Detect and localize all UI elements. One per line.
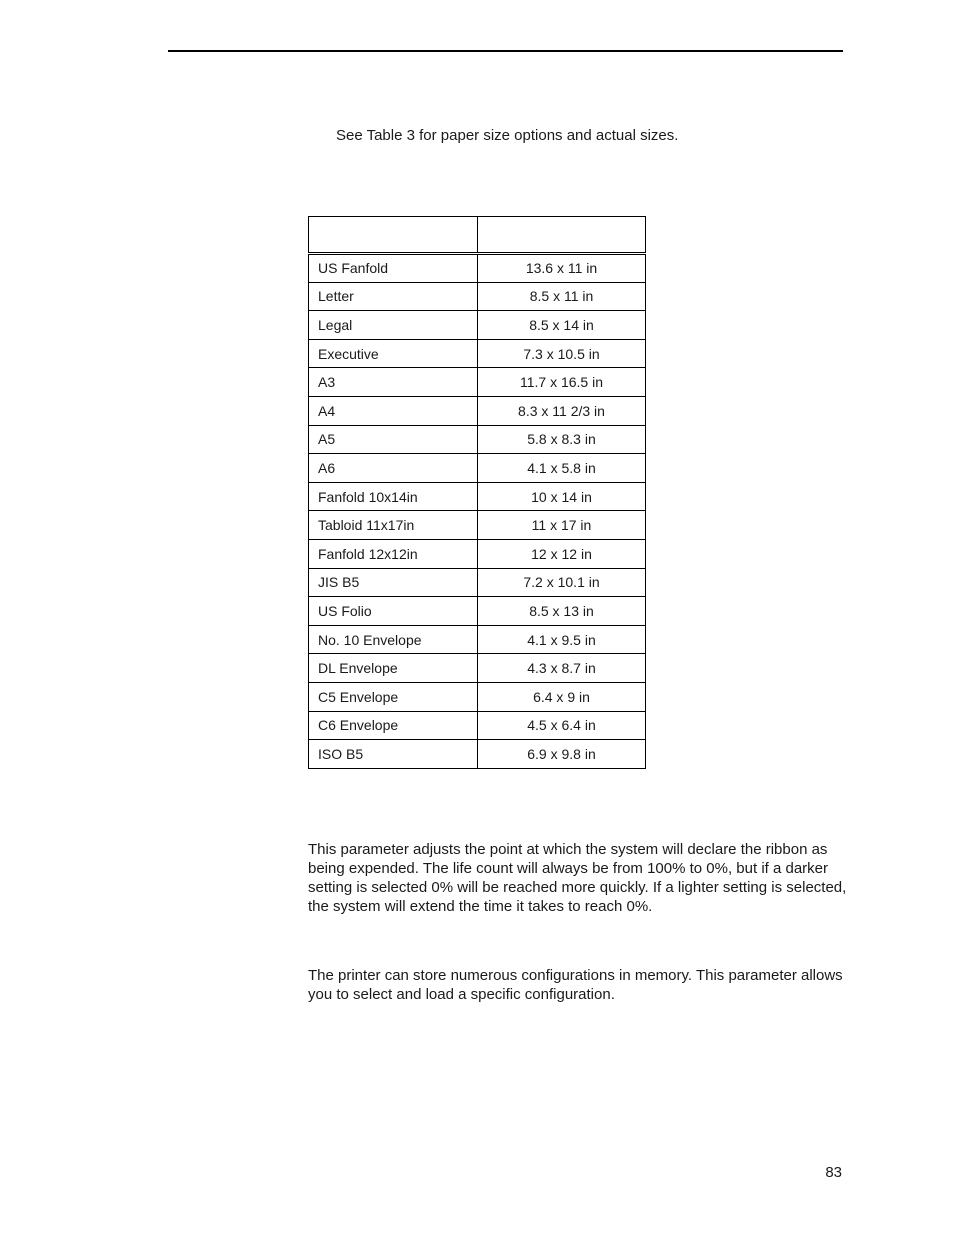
paper-size-name: Legal [309,311,478,340]
table-header-row [309,217,646,254]
table-body [309,254,646,769]
paper-size-name: A5 [309,425,478,454]
table-row [309,597,646,626]
table-row [309,682,646,711]
paper-size-name: Fanfold 12x12in [309,539,478,568]
paper-size-name: No. 10 Envelope [309,625,478,654]
paper-size-dimensions: 11 x 17 in [478,511,646,540]
paper-size-name: Executive [309,339,478,368]
paper-size-name: Fanfold 10x14in [309,482,478,511]
paper-size-name: A4 [309,396,478,425]
paper-size-name: C5 Envelope [309,682,478,711]
paper-size-dimensions: 4.3 x 8.7 in [478,654,646,683]
table-row [309,482,646,511]
table-row [309,282,646,311]
paper-size-name: US Folio [309,597,478,626]
paper-size-dimensions: 6.4 x 9 in [478,682,646,711]
paper-size-name: DL Envelope [309,654,478,683]
paper-size-dimensions: 5.8 x 8.3 in [478,425,646,454]
paper-size-dimensions: 8.5 x 11 in [478,282,646,311]
table-row [309,425,646,454]
paper-size-dimensions: 10 x 14 in [478,482,646,511]
table-row [309,511,646,540]
paper-size-dimensions: 4.1 x 5.8 in [478,454,646,483]
intro-text: See Table 3 for paper size options and actual sizes. [336,127,679,144]
table-header-size [478,217,646,254]
table-row [309,568,646,597]
table-row [309,454,646,483]
header-rule [168,50,843,52]
paper-size-name: JIS B5 [309,568,478,597]
table-row [309,625,646,654]
table-row [309,654,646,683]
paper-size-name: A3 [309,368,478,397]
paper-size-dimensions: 12 x 12 in [478,539,646,568]
paper-size-name: C6 Envelope [309,711,478,740]
table-row [309,254,646,283]
paper-size-dimensions: 4.5 x 6.4 in [478,711,646,740]
configuration-paragraph: The printer can store numerous configurations in memory. This parameter allows you to select and load a specific configuration. [308,967,843,1003]
paper-size-dimensions: 8.5 x 13 in [478,597,646,626]
ribbon-paragraph: This parameter adjusts the point at which the system will declare the ribbon as being expended. The life count will always be from 100% to 0%, but if a darker setting is selected 0% will be reached more quickly. If a lighter setting is selected, the system will extend the time it takes to reach 0%. [308,841,847,915]
paper-size-dimensions: 4.1 x 9.5 in [478,625,646,654]
paper-size-name: US Fanfold [309,254,478,283]
paper-size-dimensions: 6.9 x 9.8 in [478,740,646,769]
paper-size-dimensions: 7.2 x 10.1 in [478,568,646,597]
page-number: 83 [825,1164,842,1181]
table-row [309,539,646,568]
paper-size-name: ISO B5 [309,740,478,769]
table-row [309,311,646,340]
paper-size-dimensions: 13.6 x 11 in [478,254,646,283]
paper-size-dimensions: 7.3 x 10.5 in [478,339,646,368]
paper-size-dimensions: 11.7 x 16.5 in [478,368,646,397]
paper-size-dimensions: 8.3 x 11 2/3 in [478,396,646,425]
paper-size-dimensions: 8.5 x 14 in [478,311,646,340]
paper-size-name: Letter [309,282,478,311]
table-row [309,711,646,740]
table-header-option [309,217,478,254]
table-row [309,339,646,368]
table-row [309,396,646,425]
paper-size-name: Tabloid 11x17in [309,511,478,540]
paper-size-name: A6 [309,454,478,483]
table-row [309,740,646,769]
paper-size-table [308,216,646,769]
table-row [309,368,646,397]
